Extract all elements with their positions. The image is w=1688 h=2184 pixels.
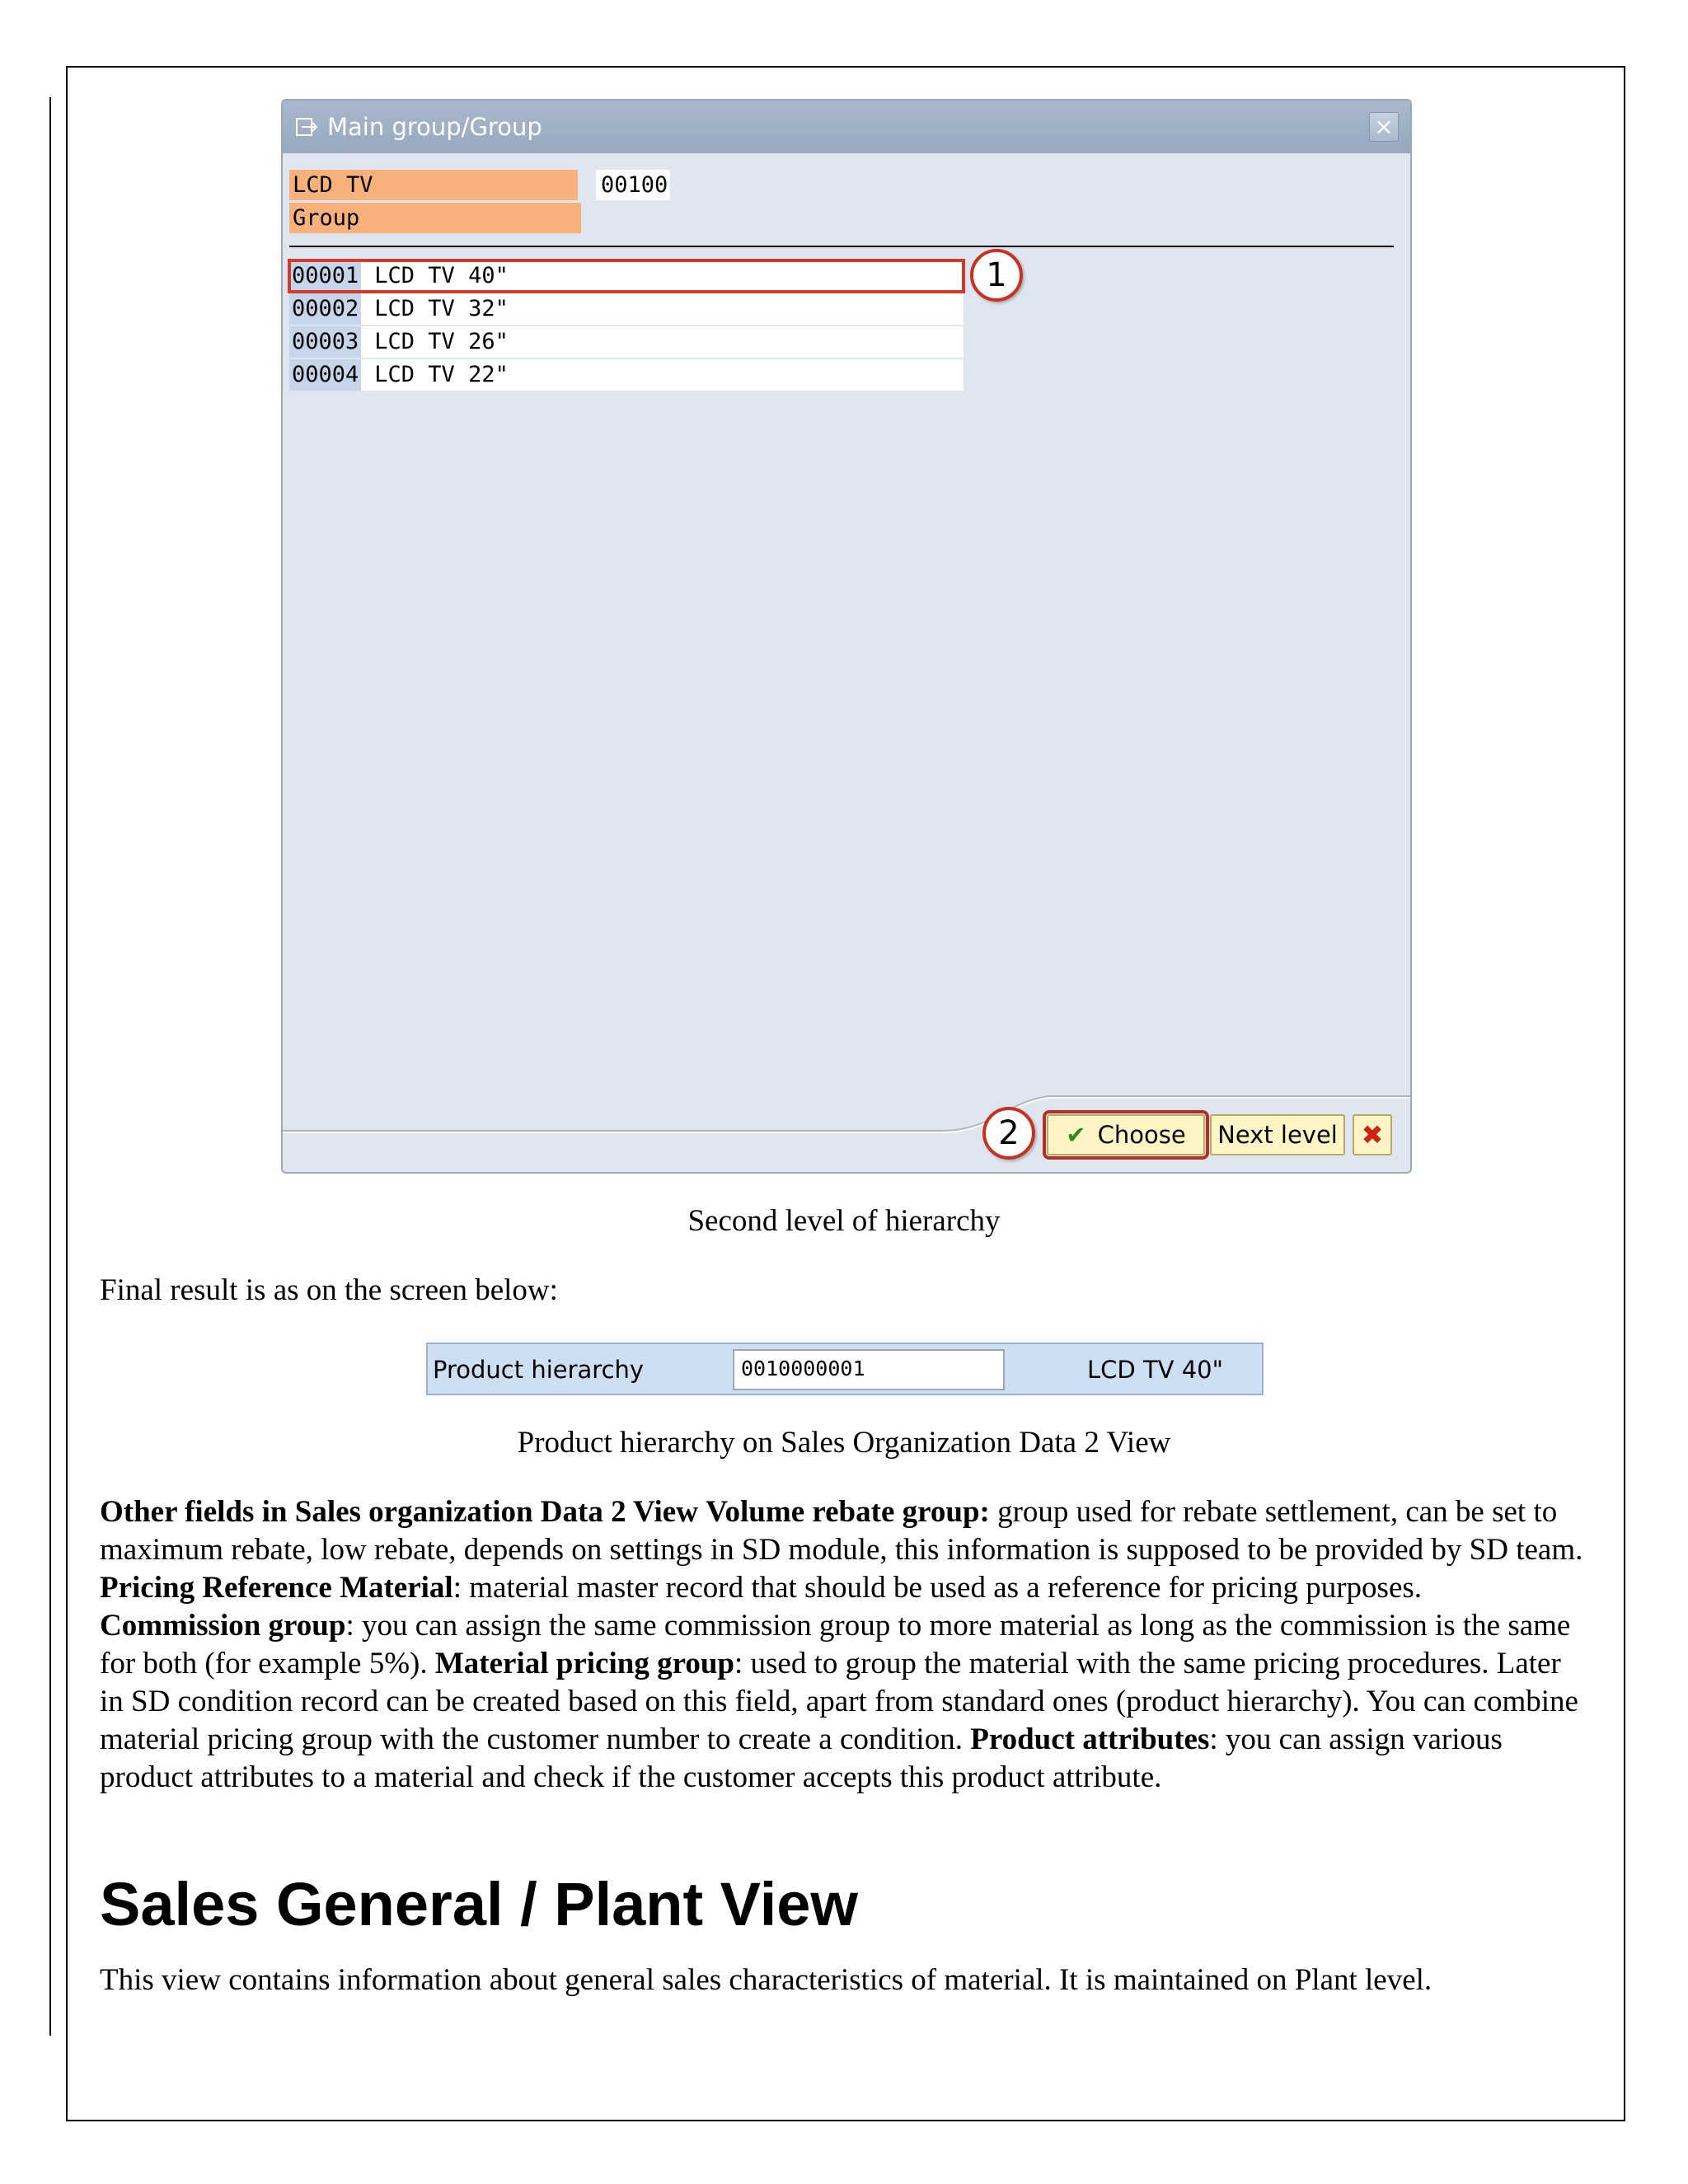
row-key: 00004 xyxy=(289,359,361,391)
product-hierarchy-label: Product hierarchy xyxy=(433,1356,645,1384)
pricing-ref-text: : material master record that should be used as a reference for pricing purposes. xyxy=(452,1571,1423,1605)
step-marker-1: 1 xyxy=(970,249,1023,302)
section-heading: Sales General / Plant View xyxy=(100,1870,858,1938)
dialog-title: Main group/Group xyxy=(327,113,542,141)
choose-button[interactable] xyxy=(1047,1114,1205,1155)
list-item[interactable] xyxy=(289,359,964,391)
row-text: LCD TV 22" xyxy=(374,362,509,387)
product-hierarchy-description: LCD TV 40" xyxy=(1087,1356,1223,1384)
caption-second-level: Second level of hierarchy xyxy=(687,1204,1001,1238)
list-item[interactable] xyxy=(289,293,964,325)
row-text: LCD TV 40" xyxy=(374,263,509,288)
dialog-content xyxy=(283,153,1410,1174)
row-text: LCD TV 26" xyxy=(374,329,509,354)
dialog-titlebar xyxy=(283,101,1410,153)
pricing-ref-term: Pricing Reference Material xyxy=(100,1571,453,1605)
other-fields-paragraph xyxy=(100,1493,1583,1797)
volume-rebate-term: Volume rebate group: xyxy=(706,1495,990,1529)
product-attr-text: : you can assign various product attributes to a material and check if the customer accepts this product attribute. xyxy=(100,1722,1503,1794)
row-key: 00001 xyxy=(289,260,361,292)
header-label-lcd-tv: LCD TV xyxy=(289,170,578,200)
dialog-window-icon xyxy=(294,115,319,139)
header-label-group: Group xyxy=(289,203,581,233)
row-key: 00002 xyxy=(289,293,361,325)
cancel-icon[interactable]: ✖ xyxy=(1353,1114,1392,1155)
row-text: LCD TV 32" xyxy=(374,296,509,321)
material-pricing-term: Material pricing group xyxy=(434,1647,734,1680)
header-value: 00100 xyxy=(596,170,670,200)
choose-label: Choose xyxy=(1097,1121,1186,1149)
next-level-button[interactable]: Next level xyxy=(1210,1114,1345,1155)
material-pricing-text: : used to group the material with the same pricing procedures. Later in SD condition record can be created based on this field, apart from standard ones (product hierarchy). You can combine material pricing group with the customer number to create a condition. xyxy=(100,1647,1578,1756)
commission-term: Commission group xyxy=(100,1609,346,1643)
margin-rule xyxy=(49,97,51,2036)
main-group-dialog xyxy=(281,99,1412,1174)
list-item[interactable] xyxy=(289,260,964,292)
row-key: 00003 xyxy=(289,326,361,358)
volume-rebate-text: group used for rebate settlement, can be set to maximum rebate, low rebate, depends on settings in SD module, this information is supposed to be provided by SD team. xyxy=(100,1495,1583,1567)
final-result-text: Final result is as on the screen below: xyxy=(100,1273,558,1307)
check-icon: ✔ xyxy=(1066,1121,1086,1149)
commission-text: : you can assign the same commission group to more material as long as the commission is the same for both (for example 5%). xyxy=(100,1609,1571,1680)
caption-product-hierarchy: Product hierarchy on Sales Organization Data 2 View xyxy=(517,1426,1171,1460)
close-icon[interactable]: × xyxy=(1369,112,1399,142)
product-attr-term: Product attributes xyxy=(970,1722,1210,1756)
step-marker-2: 2 xyxy=(982,1107,1035,1160)
list-item[interactable] xyxy=(289,326,964,358)
product-hierarchy-field xyxy=(426,1343,1264,1395)
separator xyxy=(289,246,1394,247)
product-hierarchy-input[interactable]: 0010000001 xyxy=(733,1349,1005,1390)
other-fields-title: Other fields in Sales organization Data 2 View xyxy=(100,1495,698,1529)
section-intro: This view contains information about general sales characteristics of material. It is maintained on Plant level. xyxy=(100,1963,1432,1997)
